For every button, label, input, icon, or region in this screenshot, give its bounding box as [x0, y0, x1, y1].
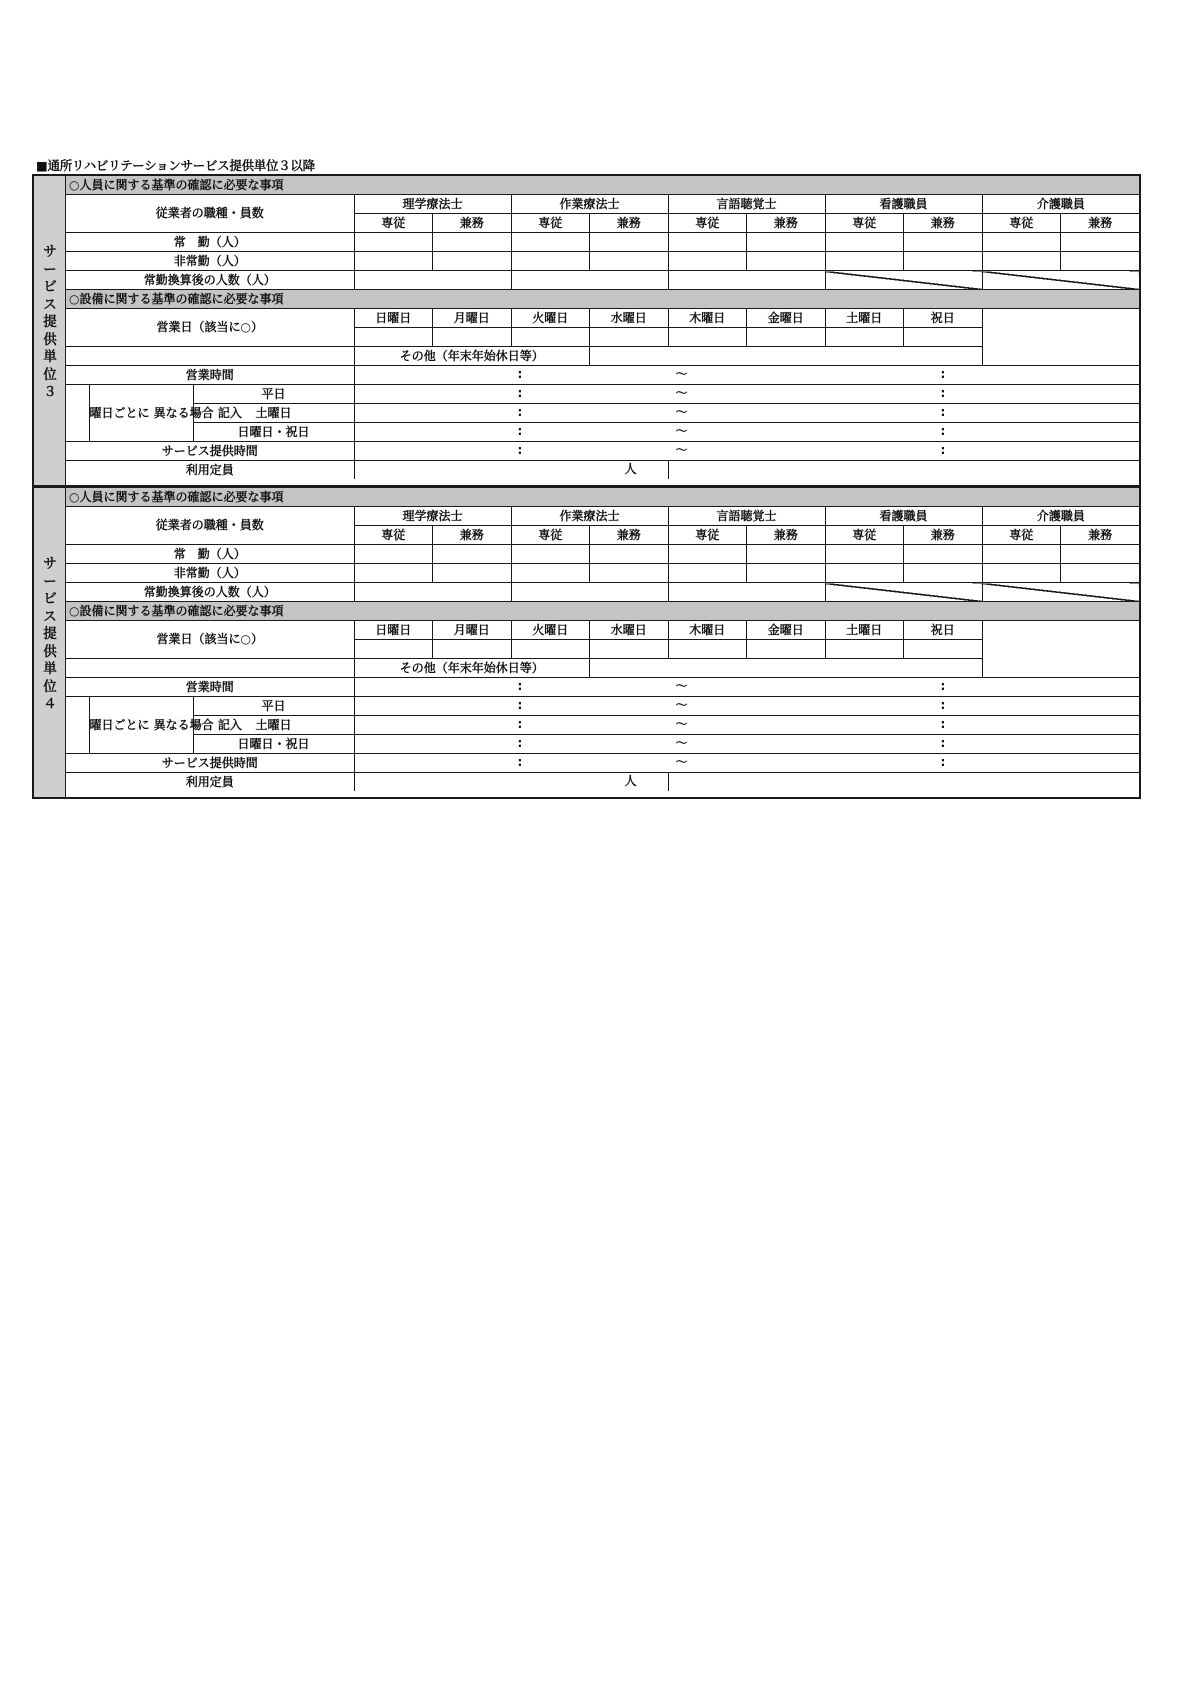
blank-cell: [668, 461, 1139, 480]
duty-concurrent-header: 兼務: [433, 214, 512, 233]
weekday-header: 火曜日: [511, 309, 590, 328]
facility-section-title: ○設備に関する基準の確認に必要な事項: [66, 290, 1139, 309]
duty-concurrent-header: 兼務: [590, 526, 669, 545]
weekday-input[interactable]: [825, 328, 904, 347]
tilde-separator: ～: [675, 443, 688, 457]
staff-section-title: ○人員に関する基準の確認に必要な事項: [66, 176, 1139, 195]
input-cell[interactable]: [354, 252, 433, 271]
input-cell[interactable]: [511, 564, 590, 583]
occupation-header: 言語聴覚士: [668, 195, 825, 214]
weekday-hours-input[interactable]: [354, 697, 1139, 716]
input-cell[interactable]: [590, 233, 669, 252]
occupation-header: 介護職員: [982, 507, 1139, 526]
tilde-separator: ～: [675, 717, 688, 731]
end-time-colon: :: [940, 405, 946, 419]
facility-section-title: ○設備に関する基準の確認に必要な事項: [66, 602, 1139, 621]
tilde-separator: ～: [675, 424, 688, 438]
input-cell[interactable]: [433, 545, 512, 564]
unit-form-table: [66, 176, 1139, 479]
input-cell[interactable]: [825, 564, 904, 583]
start-time-colon: :: [517, 717, 523, 731]
parttime-row-label: 非常勤（人）: [66, 252, 354, 271]
end-time-colon: :: [940, 736, 946, 750]
duty-fulltime-header: 専従: [354, 526, 433, 545]
start-time-colon: :: [517, 386, 523, 400]
input-cell[interactable]: [668, 271, 825, 290]
input-cell[interactable]: [590, 252, 669, 271]
weekday-header: 水曜日: [590, 621, 669, 640]
weekday-input[interactable]: [747, 328, 826, 347]
business-hours-input[interactable]: [354, 678, 1139, 697]
occupation-header: 作業療法士: [511, 507, 668, 526]
weekday-input[interactable]: [904, 328, 983, 347]
weekday-header: 土曜日: [825, 309, 904, 328]
blank-cell: [982, 621, 1139, 678]
duty-concurrent-header: 兼務: [904, 214, 983, 233]
service-hours-label: サービス提供時間: [66, 754, 354, 773]
input-cell[interactable]: [511, 583, 668, 602]
weekday-input[interactable]: [433, 640, 512, 659]
day-row-label: 日曜日・祝日: [193, 423, 354, 442]
weekday-header: 木曜日: [668, 309, 747, 328]
input-cell[interactable]: [825, 233, 904, 252]
business-hours-label: 営業時間: [66, 366, 354, 385]
duty-concurrent-header: 兼務: [1061, 214, 1140, 233]
start-time-colon: :: [517, 405, 523, 419]
end-time-colon: :: [940, 424, 946, 438]
weekday-input[interactable]: [511, 640, 590, 659]
duty-concurrent-header: 兼務: [433, 526, 512, 545]
saturday-hours-input[interactable]: [354, 404, 1139, 423]
occupation-header: 介護職員: [982, 195, 1139, 214]
input-cell[interactable]: [354, 545, 433, 564]
duty-fulltime-header: 専従: [668, 526, 747, 545]
weekday-header: 土曜日: [825, 621, 904, 640]
input-cell[interactable]: [354, 564, 433, 583]
staff-section-title: ○人員に関する基準の確認に必要な事項: [66, 488, 1139, 507]
input-cell[interactable]: [747, 545, 826, 564]
input-cell[interactable]: [511, 233, 590, 252]
not-applicable-cell: [982, 271, 1139, 290]
weekday-header: 木曜日: [668, 621, 747, 640]
input-cell[interactable]: [747, 252, 826, 271]
capacity-unit: 人: [624, 462, 637, 476]
fte-row-label: 常勤換算後の人数（人）: [66, 271, 354, 290]
capacity-label: 利用定員: [66, 773, 354, 792]
blank-cell: [668, 773, 1139, 792]
input-cell[interactable]: [982, 233, 1061, 252]
day-row-label: 平日: [193, 385, 354, 404]
not-applicable-cell: [825, 583, 982, 602]
capacity-input[interactable]: [354, 773, 668, 792]
weekday-input[interactable]: [747, 640, 826, 659]
duty-fulltime-header: 専従: [668, 214, 747, 233]
occupation-header: 看護職員: [825, 507, 982, 526]
blank-cell: [982, 309, 1139, 366]
input-cell[interactable]: [1061, 252, 1140, 271]
indent-spacer: [66, 385, 89, 442]
input-cell[interactable]: [1061, 545, 1140, 564]
day-row-label: 平日: [193, 697, 354, 716]
input-cell[interactable]: [668, 545, 747, 564]
input-cell[interactable]: [433, 252, 512, 271]
not-applicable-cell: [982, 583, 1139, 602]
start-time-colon: :: [517, 443, 523, 457]
day-row-label: 日曜日・祝日: [193, 735, 354, 754]
other-days-input[interactable]: [590, 659, 983, 678]
input-cell[interactable]: [904, 564, 983, 583]
capacity-label: 利用定員: [66, 461, 354, 480]
tilde-separator: ～: [675, 405, 688, 419]
tilde-separator: ～: [675, 698, 688, 712]
unit-sidebar: [34, 488, 66, 797]
weekday-header: 日曜日: [354, 309, 433, 328]
input-cell[interactable]: [590, 545, 669, 564]
staff-types-label: 従業者の職種・員数: [66, 507, 354, 545]
service-hours-input[interactable]: [354, 754, 1139, 773]
occupation-header: 看護職員: [825, 195, 982, 214]
weekday-input[interactable]: [590, 328, 669, 347]
end-time-colon: :: [940, 367, 946, 381]
input-cell[interactable]: [354, 583, 511, 602]
start-time-colon: :: [517, 755, 523, 769]
tilde-separator: ～: [675, 755, 688, 769]
occupation-header: 理学療法士: [354, 507, 511, 526]
sunday-holiday-hours-input[interactable]: [354, 423, 1139, 442]
duty-concurrent-header: 兼務: [747, 214, 826, 233]
weekday-input[interactable]: [590, 640, 669, 659]
weekday-input[interactable]: [354, 640, 433, 659]
occupation-header: 言語聴覚士: [668, 507, 825, 526]
blank-cell: [66, 347, 354, 366]
weekday-input[interactable]: [825, 640, 904, 659]
start-time-colon: :: [517, 367, 523, 381]
weekday-input[interactable]: [904, 640, 983, 659]
blank-cell: [66, 659, 354, 678]
staff-types-label: 従業者の職種・員数: [66, 195, 354, 233]
capacity-unit: 人: [624, 774, 637, 788]
fulltime-row-label: 常 勤（人）: [66, 233, 354, 252]
occupation-header: 理学療法士: [354, 195, 511, 214]
diff-by-day-label: 曜日ごとに 異なる場合 記入: [89, 697, 193, 754]
business-hours-input[interactable]: [354, 366, 1139, 385]
start-time-colon: :: [517, 736, 523, 750]
duty-concurrent-header: 兼務: [747, 526, 826, 545]
weekday-header: 金曜日: [747, 621, 826, 640]
input-cell[interactable]: [982, 252, 1061, 271]
saturday-hours-input[interactable]: [354, 716, 1139, 735]
weekday-header: 水曜日: [590, 309, 669, 328]
other-days-label: その他（年末年始休日等）: [354, 347, 590, 366]
input-cell[interactable]: [433, 564, 512, 583]
document-title: ■通所リハビリテーションサービス提供単位３以降: [36, 158, 315, 173]
capacity-input[interactable]: [354, 461, 668, 480]
fulltime-row-label: 常 勤（人）: [66, 545, 354, 564]
not-applicable-cell: [825, 271, 982, 290]
input-cell[interactable]: [511, 545, 590, 564]
start-time-colon: :: [517, 698, 523, 712]
input-cell[interactable]: [904, 233, 983, 252]
input-cell[interactable]: [825, 252, 904, 271]
weekday-input[interactable]: [354, 328, 433, 347]
weekday-input[interactable]: [668, 640, 747, 659]
duty-fulltime-header: 専従: [825, 214, 904, 233]
input-cell[interactable]: [668, 233, 747, 252]
weekday-header: 月曜日: [433, 621, 512, 640]
input-cell[interactable]: [354, 233, 433, 252]
other-days-label: その他（年末年始休日等）: [354, 659, 590, 678]
end-time-colon: :: [940, 679, 946, 693]
duty-fulltime-header: 専従: [511, 214, 590, 233]
input-cell[interactable]: [354, 271, 511, 290]
unit-sidebar-label: サ ー ビ ス 提 供 単 位 ４: [43, 556, 57, 712]
duty-fulltime-header: 専従: [982, 214, 1061, 233]
tilde-separator: ～: [675, 386, 688, 400]
end-time-colon: :: [940, 717, 946, 731]
input-cell[interactable]: [982, 545, 1061, 564]
input-cell[interactable]: [511, 252, 590, 271]
weekday-input[interactable]: [433, 328, 512, 347]
tilde-separator: ～: [675, 679, 688, 693]
sunday-holiday-hours-input[interactable]: [354, 735, 1139, 754]
duty-fulltime-header: 専従: [825, 526, 904, 545]
input-cell[interactable]: [1061, 564, 1140, 583]
occupation-header: 作業療法士: [511, 195, 668, 214]
diff-by-day-label: 曜日ごとに 異なる場合 記入: [89, 385, 193, 442]
weekday-header: 金曜日: [747, 309, 826, 328]
weekday-header: 祝日: [904, 309, 983, 328]
other-days-input[interactable]: [590, 347, 983, 366]
weekday-header: 日曜日: [354, 621, 433, 640]
day-row-label: 土曜日: [193, 716, 354, 735]
tilde-separator: ～: [675, 367, 688, 381]
duty-fulltime-header: 専従: [982, 526, 1061, 545]
duty-concurrent-header: 兼務: [1061, 526, 1140, 545]
unit-sidebar-label: サ ー ビ ス 提 供 単 位 ３: [43, 244, 57, 400]
end-time-colon: :: [940, 698, 946, 712]
fte-row-label: 常勤換算後の人数（人）: [66, 583, 354, 602]
tilde-separator: ～: [675, 736, 688, 750]
start-time-colon: :: [517, 679, 523, 693]
day-row-label: 土曜日: [193, 404, 354, 423]
service-unit-3: [32, 174, 1141, 487]
unit-sidebar: [34, 176, 66, 485]
parttime-row-label: 非常勤（人）: [66, 564, 354, 583]
input-cell[interactable]: [982, 564, 1061, 583]
duty-fulltime-header: 専従: [354, 214, 433, 233]
input-cell[interactable]: [747, 233, 826, 252]
weekday-header: 月曜日: [433, 309, 512, 328]
business-hours-label: 営業時間: [66, 678, 354, 697]
input-cell[interactable]: [433, 233, 512, 252]
service-hours-label: サービス提供時間: [66, 442, 354, 461]
duty-fulltime-header: 専従: [511, 526, 590, 545]
end-time-colon: :: [940, 443, 946, 457]
input-cell[interactable]: [511, 271, 668, 290]
end-time-colon: :: [940, 386, 946, 400]
weekday-header: 祝日: [904, 621, 983, 640]
input-cell[interactable]: [590, 564, 669, 583]
input-cell[interactable]: [668, 583, 825, 602]
input-cell[interactable]: [825, 545, 904, 564]
input-cell[interactable]: [904, 252, 983, 271]
business-days-label: 営業日（該当に○）: [66, 309, 354, 347]
weekday-input[interactable]: [668, 328, 747, 347]
weekday-input[interactable]: [511, 328, 590, 347]
input-cell[interactable]: [747, 564, 826, 583]
end-time-colon: :: [940, 755, 946, 769]
input-cell[interactable]: [904, 545, 983, 564]
unit-form-table: [66, 488, 1139, 791]
indent-spacer: [66, 697, 89, 754]
weekday-header: 火曜日: [511, 621, 590, 640]
duty-concurrent-header: 兼務: [904, 526, 983, 545]
input-cell[interactable]: [668, 252, 747, 271]
service-unit-4: [32, 486, 1141, 799]
business-days-label: 営業日（該当に○）: [66, 621, 354, 659]
start-time-colon: :: [517, 424, 523, 438]
duty-concurrent-header: 兼務: [590, 214, 669, 233]
input-cell[interactable]: [668, 564, 747, 583]
service-hours-input[interactable]: [354, 442, 1139, 461]
weekday-hours-input[interactable]: [354, 385, 1139, 404]
input-cell[interactable]: [1061, 233, 1140, 252]
